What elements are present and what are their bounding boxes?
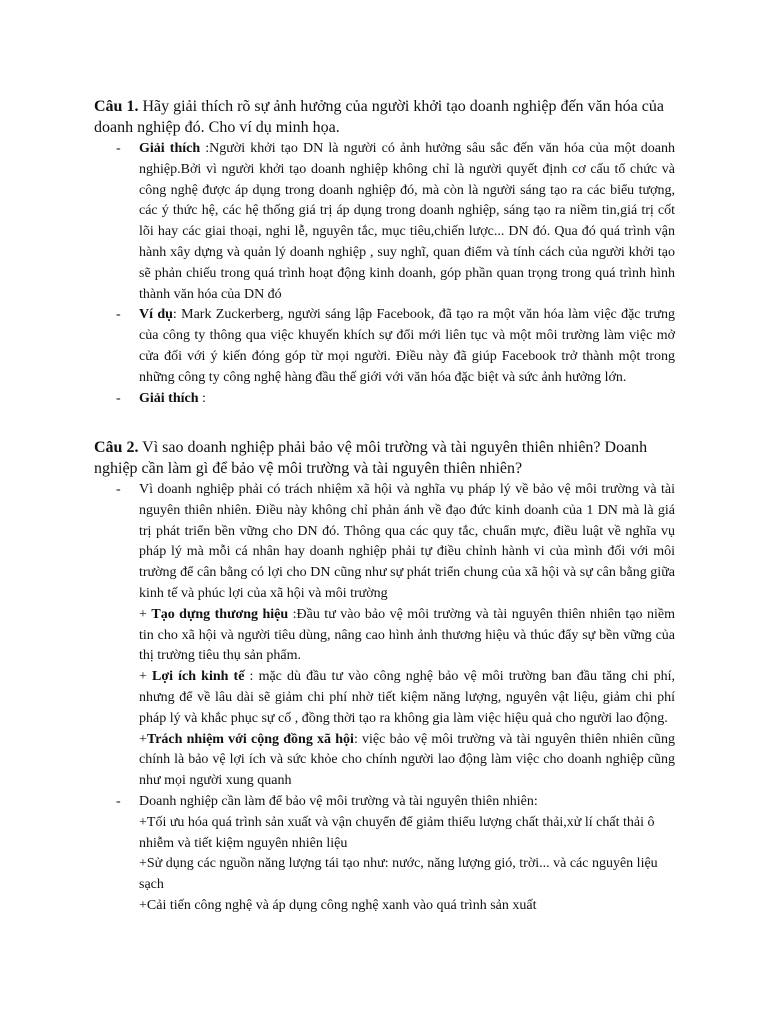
list-item: [0, 389, 768, 410]
item-intro: Doanh nghiệp cần làm để bảo vệ môi trường và tài nguyên thiên nhiên:: [139, 793, 538, 809]
item-bold-label: Ví dụ: [139, 307, 173, 323]
sub-point-prefix: +: [139, 731, 147, 747]
item-bold-label: Giải thích: [139, 390, 199, 406]
sub-point: [139, 667, 675, 729]
item-bold-label: Giải thích: [139, 141, 201, 156]
question-1-answers: [0, 139, 768, 409]
question-1-label: Câu 1.: [94, 98, 139, 115]
item-text: : Mark Zuckerberg, người sáng lập Facebook, đã tạo ra một văn hóa làm việc đặc trưng của công ty thông qua việc khuyến khích sự đổi mới liên tục và một môi trường làm việc mở cửa đối với ý kiến đóng góp từ mọi người. Điều này đã giúp Facebook trở thành một trong những công ty công nghệ hàng đầu thế giới với văn hóa đặc biệt và sức ảnh hưởng lớn.: [139, 307, 675, 385]
bullet-dash: -: [116, 793, 121, 809]
sub-point-text: : việc bảo vệ môi trường và tài nguyên thiên nhiên cũng chính là bảo vệ lợi ích và sức khỏe cho chính người lao động làm việc cho doanh nghiệp cũng như mọi người xung quanh: [139, 731, 675, 789]
question-2: [94, 437, 676, 479]
sub-point-text: :Đầu tư vào bảo vệ môi trường và tài nguyên thiên nhiên tạo niềm tin cho xã hội và người tiêu dùng, nâng cao hình ảnh thương hiệu và thúc đẩy sự bền vững của thị trường tiêu thụ sản phẩm.: [139, 606, 675, 664]
bullet-dash: -: [116, 390, 121, 406]
list-item: [0, 792, 768, 917]
list-item: [0, 305, 768, 388]
sub-point-bold: Tạo dựng thương hiệu: [151, 606, 289, 622]
action-line: +Cải tiến công nghệ và áp dụng công nghệ xanh vào quá trình sản xuất: [139, 897, 537, 913]
list-item: [0, 480, 768, 792]
sub-point: [139, 605, 675, 667]
item-intro: Vì doanh nghiệp phải có trách nhiệm xã hội và nghĩa vụ pháp lý về bảo vệ môi trường và tài nguyên thiên nhiên. Điều này không chỉ phản ánh về đạo đức kinh doanh của 1 DN mà là giá trị phát triển bền vững cho DN đó. Thông qua các quy tắc, chuẩn mực, điều luật về nghĩa vụ pháp lý mà mỗi cá nhân hay doanh nghiệp phải tự điều chỉnh hành vi của mình đối với môi trường để cân bằng có lợi cho DN cũng như sự phát triển chung của xã hội và sự cân bằng giữa kinh tế và phúc lợi của xã hội và môi trường: [139, 482, 675, 601]
sub-point-prefix: +: [139, 606, 152, 622]
bullet-dash: -: [116, 307, 121, 323]
question-2-label: Câu 2.: [94, 439, 139, 456]
question-2-answers: [0, 480, 768, 917]
bullet-dash: -: [116, 141, 121, 156]
list-item: [0, 139, 768, 305]
item-text: :Người khởi tạo DN là người có ảnh hưởng sâu sắc đến văn hóa của một doanh nghiệp.Bởi vì người khởi tạo doanh nghiệp không chỉ là người quyết định cơ cấu tổ chức và công nghệ được áp dụng trong doanh nghiệp đó, mà còn là người sáng tạo ra các biểu tượng, các ý thức hệ, các hệ thống giá trị áp dụng trong doanh nghiệp, sáng tạo ra niềm tin,giá trị cốt lõi hay các giai thoại, nghi lễ, nguyên tắc, mục tiêu,chiến lược... DN đó. Qua đó quá trình vận hành xây dựng và quản lý doanh nghiệp , suy nghĩ, quan điểm và tính cách của người khởi tạo sẽ phản chiếu trong quá trình hoạt động kinh doanh, góp phần quan trọng trong quá trình hình thành văn hóa của DN đó: [139, 141, 675, 302]
action-line: +Tối ưu hóa quá trình sản xuất và vận chuyển để giảm thiểu lượng chất thải,xử lí chất thải ô nhiễm và tiết kiệm nguyên nhiên liệu: [139, 814, 655, 851]
sub-point: [139, 730, 675, 792]
question-2-text: Vì sao doanh nghiệp phải bảo vệ môi trường và tài nguyên thiên nhiên? Doanh nghiệp cần làm gì để bảo vệ môi trường và tài nguyên thiên nhiên?: [94, 439, 648, 477]
sub-point-bold: Trách nhiệm với cộng đồng xã hội: [146, 731, 354, 747]
sub-point-bold: Lợi ích kinh tế: [152, 669, 245, 685]
sub-point-text: : mặc dù đầu tư vào công nghệ bảo vệ môi trường ban đầu tăng chi phí, nhưng để về lâu dài sẽ giảm chi phí nhờ tiết kiệm năng lượng, nguyên vật liệu, giảm chi phí pháp lý và khắc phục sự cố , đồng thời tạo ra không gia làm việc hiệu quả cho người lao động.: [139, 669, 675, 726]
item-text: :: [198, 390, 206, 406]
sub-point-prefix: +: [139, 669, 153, 685]
bullet-dash: -: [116, 482, 121, 497]
question-1: [94, 96, 676, 138]
question-1-text: Hãy giải thích rõ sự ảnh hưởng của người khởi tạo doanh nghiệp đến văn hóa của doanh nghiệp đó. Cho ví dụ minh họa.: [94, 98, 664, 136]
action-line: +Sử dụng các nguồn năng lượng tái tạo như: nước, năng lượng gió, trời... và các nguyên liệu sạch: [139, 856, 658, 893]
